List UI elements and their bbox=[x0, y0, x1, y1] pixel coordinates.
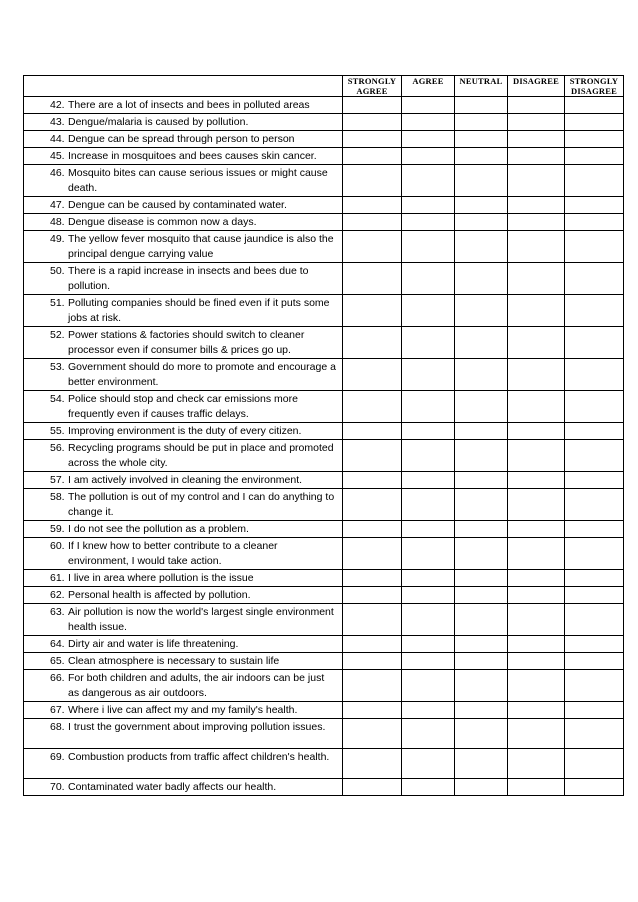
response-cell-strongly-agree[interactable] bbox=[343, 521, 402, 538]
response-cell-strongly-disagree[interactable] bbox=[565, 327, 624, 359]
question-text-cell bbox=[24, 327, 343, 359]
response-cell-neutral[interactable] bbox=[455, 670, 508, 702]
response-cell-agree[interactable] bbox=[402, 472, 455, 489]
response-cell-agree[interactable] bbox=[402, 538, 455, 570]
question-text-cell bbox=[24, 197, 343, 214]
question-number: 45. bbox=[50, 150, 65, 162]
question-number: 59. bbox=[50, 523, 65, 535]
question-number: 54. bbox=[50, 393, 65, 405]
response-cell-strongly-disagree[interactable] bbox=[565, 295, 624, 327]
question-text: Polluting companies should be fined even if it puts some jobs at risk. bbox=[68, 297, 330, 324]
response-cell-neutral[interactable] bbox=[455, 165, 508, 197]
question-row bbox=[24, 197, 624, 214]
response-cell-strongly-disagree[interactable] bbox=[565, 521, 624, 538]
question-text-cell bbox=[24, 131, 343, 148]
question-text: For both children and adults, the air indoors can be just as dangerous as air outdoors. bbox=[68, 672, 325, 699]
response-cell-agree[interactable] bbox=[402, 131, 455, 148]
response-cell-disagree[interactable] bbox=[508, 570, 565, 587]
response-cell-strongly-agree[interactable] bbox=[343, 636, 402, 653]
response-cell-strongly-agree[interactable] bbox=[343, 391, 402, 423]
question-number: 61. bbox=[50, 572, 65, 584]
response-cell-neutral[interactable] bbox=[455, 779, 508, 796]
question-text-cell bbox=[24, 295, 343, 327]
question-number: 64. bbox=[50, 638, 65, 650]
response-cell-disagree[interactable] bbox=[508, 489, 565, 521]
response-cell-agree[interactable] bbox=[402, 440, 455, 472]
survey-sheet bbox=[23, 75, 624, 796]
response-cell-agree[interactable] bbox=[402, 653, 455, 670]
question-text-cell bbox=[24, 538, 343, 570]
response-cell-disagree[interactable] bbox=[508, 97, 565, 114]
question-number: 43. bbox=[50, 116, 65, 128]
question-text-cell bbox=[24, 670, 343, 702]
response-cell-disagree[interactable] bbox=[508, 423, 565, 440]
header-row bbox=[24, 76, 624, 97]
question-rows bbox=[24, 97, 624, 796]
response-cell-agree[interactable] bbox=[402, 214, 455, 231]
response-cell-disagree[interactable] bbox=[508, 670, 565, 702]
response-cell-strongly-disagree[interactable] bbox=[565, 570, 624, 587]
response-cell-agree[interactable] bbox=[402, 489, 455, 521]
question-column-header bbox=[24, 76, 343, 97]
response-cell-neutral[interactable] bbox=[455, 489, 508, 521]
response-cell-neutral[interactable] bbox=[455, 570, 508, 587]
response-cell-agree[interactable] bbox=[402, 587, 455, 604]
question-text: Increase in mosquitoes and bees causes skin cancer. bbox=[68, 150, 317, 162]
question-text-cell bbox=[24, 440, 343, 472]
question-number: 49. bbox=[50, 233, 65, 245]
response-cell-strongly-agree[interactable] bbox=[343, 472, 402, 489]
question-text-cell bbox=[24, 423, 343, 440]
response-cell-strongly-agree[interactable] bbox=[343, 653, 402, 670]
response-cell-disagree[interactable] bbox=[508, 653, 565, 670]
response-cell-agree[interactable] bbox=[402, 114, 455, 131]
question-text-cell bbox=[24, 587, 343, 604]
response-cell-neutral[interactable] bbox=[455, 214, 508, 231]
response-cell-strongly-agree[interactable] bbox=[343, 263, 402, 295]
question-text: There is a rapid increase in insects and bees due to pollution. bbox=[68, 265, 309, 292]
question-text-cell bbox=[24, 749, 343, 779]
response-cell-agree[interactable] bbox=[402, 636, 455, 653]
question-number: 69. bbox=[50, 751, 65, 763]
question-text-cell bbox=[24, 263, 343, 295]
response-cell-disagree[interactable] bbox=[508, 472, 565, 489]
response-cell-disagree[interactable] bbox=[508, 604, 565, 636]
response-cell-strongly-agree[interactable] bbox=[343, 165, 402, 197]
question-row bbox=[24, 165, 624, 197]
response-cell-strongly-agree[interactable] bbox=[343, 214, 402, 231]
response-cell-strongly-agree[interactable] bbox=[343, 489, 402, 521]
response-cell-neutral[interactable] bbox=[455, 197, 508, 214]
question-number: 66. bbox=[50, 672, 65, 684]
response-cell-strongly-agree[interactable] bbox=[343, 587, 402, 604]
question-text: I do not see the pollution as a problem. bbox=[68, 523, 249, 535]
question-number: 62. bbox=[50, 589, 65, 601]
response-cell-disagree[interactable] bbox=[508, 391, 565, 423]
response-cell-strongly-agree[interactable] bbox=[343, 359, 402, 391]
response-cell-strongly-agree[interactable] bbox=[343, 231, 402, 263]
question-number: 56. bbox=[50, 442, 65, 454]
response-cell-strongly-disagree[interactable] bbox=[565, 440, 624, 472]
response-cell-disagree[interactable] bbox=[508, 779, 565, 796]
response-cell-strongly-agree[interactable] bbox=[343, 131, 402, 148]
question-row bbox=[24, 653, 624, 670]
question-text-cell bbox=[24, 214, 343, 231]
question-text: The yellow fever mosquito that cause jaundice is also the principal dengue carrying value bbox=[68, 233, 334, 260]
question-number: 53. bbox=[50, 361, 65, 373]
question-text-cell bbox=[24, 359, 343, 391]
response-cell-strongly-disagree[interactable] bbox=[565, 359, 624, 391]
response-cell-disagree[interactable] bbox=[508, 538, 565, 570]
response-cell-agree[interactable] bbox=[402, 719, 455, 749]
response-cell-strongly-disagree[interactable] bbox=[565, 165, 624, 197]
question-row bbox=[24, 587, 624, 604]
response-cell-agree[interactable] bbox=[402, 148, 455, 165]
response-cell-strongly-agree[interactable] bbox=[343, 327, 402, 359]
response-cell-neutral[interactable] bbox=[455, 131, 508, 148]
question-number: 44. bbox=[50, 133, 65, 145]
question-text: Mosquito bites can cause serious issues or might cause death. bbox=[68, 167, 328, 194]
response-cell-agree[interactable] bbox=[402, 702, 455, 719]
response-cell-strongly-agree[interactable] bbox=[343, 749, 402, 779]
response-cell-strongly-agree[interactable] bbox=[343, 197, 402, 214]
response-cell-agree[interactable] bbox=[402, 197, 455, 214]
question-text-cell bbox=[24, 148, 343, 165]
response-cell-disagree[interactable] bbox=[508, 231, 565, 263]
question-row bbox=[24, 295, 624, 327]
response-cell-strongly-disagree[interactable] bbox=[565, 719, 624, 749]
question-row bbox=[24, 472, 624, 489]
question-text-cell bbox=[24, 779, 343, 796]
response-cell-neutral[interactable] bbox=[455, 423, 508, 440]
response-cell-strongly-agree[interactable] bbox=[343, 779, 402, 796]
response-cell-agree[interactable] bbox=[402, 327, 455, 359]
question-text: Contaminated water badly affects our health. bbox=[68, 781, 277, 793]
question-text: Combustion products from traffic affect children's health. bbox=[68, 751, 330, 763]
question-number: 63. bbox=[50, 606, 65, 618]
question-row bbox=[24, 570, 624, 587]
question-text: There are a lot of insects and bees in polluted areas bbox=[68, 99, 310, 111]
header-strongly-disagree: STRONGLY DISAGREE bbox=[565, 76, 624, 97]
question-number: 70. bbox=[50, 781, 65, 793]
response-cell-agree[interactable] bbox=[402, 604, 455, 636]
response-cell-strongly-disagree[interactable] bbox=[565, 779, 624, 796]
response-cell-neutral[interactable] bbox=[455, 636, 508, 653]
response-cell-disagree[interactable] bbox=[508, 636, 565, 653]
question-text: Dirty air and water is life threatening. bbox=[68, 638, 239, 650]
response-cell-strongly-disagree[interactable] bbox=[565, 214, 624, 231]
question-row bbox=[24, 423, 624, 440]
response-cell-agree[interactable] bbox=[402, 231, 455, 263]
response-cell-neutral[interactable] bbox=[455, 538, 508, 570]
response-cell-strongly-disagree[interactable] bbox=[565, 391, 624, 423]
response-cell-agree[interactable] bbox=[402, 263, 455, 295]
response-cell-disagree[interactable] bbox=[508, 702, 565, 719]
response-cell-disagree[interactable] bbox=[508, 214, 565, 231]
response-cell-agree[interactable] bbox=[402, 359, 455, 391]
response-cell-agree[interactable] bbox=[402, 391, 455, 423]
response-cell-strongly-agree[interactable] bbox=[343, 538, 402, 570]
response-cell-neutral[interactable] bbox=[455, 327, 508, 359]
question-row bbox=[24, 670, 624, 702]
response-cell-neutral[interactable] bbox=[455, 263, 508, 295]
response-cell-neutral[interactable] bbox=[455, 587, 508, 604]
response-cell-disagree[interactable] bbox=[508, 263, 565, 295]
question-row bbox=[24, 749, 624, 779]
question-row bbox=[24, 719, 624, 749]
response-cell-disagree[interactable] bbox=[508, 440, 565, 472]
question-row bbox=[24, 131, 624, 148]
header-agree: AGREE bbox=[402, 76, 455, 97]
question-text: Improving environment is the duty of every citizen. bbox=[68, 425, 302, 437]
response-cell-neutral[interactable] bbox=[455, 749, 508, 779]
response-cell-strongly-disagree[interactable] bbox=[565, 604, 624, 636]
question-number: 50. bbox=[50, 265, 65, 277]
question-number: 60. bbox=[50, 540, 65, 552]
response-cell-neutral[interactable] bbox=[455, 391, 508, 423]
question-text-cell bbox=[24, 702, 343, 719]
response-cell-strongly-disagree[interactable] bbox=[565, 97, 624, 114]
question-text: Clean atmosphere is necessary to sustain life bbox=[68, 655, 280, 667]
response-cell-neutral[interactable] bbox=[455, 114, 508, 131]
question-text: Personal health is affected by pollution. bbox=[68, 589, 251, 601]
question-text: Recycling programs should be put in place and promoted across the whole city. bbox=[68, 442, 334, 469]
response-cell-strongly-agree[interactable] bbox=[343, 148, 402, 165]
question-text-cell bbox=[24, 719, 343, 749]
question-row bbox=[24, 391, 624, 423]
response-cell-strongly-disagree[interactable] bbox=[565, 702, 624, 719]
response-cell-neutral[interactable] bbox=[455, 702, 508, 719]
response-cell-strongly-agree[interactable] bbox=[343, 440, 402, 472]
response-cell-disagree[interactable] bbox=[508, 521, 565, 538]
response-cell-strongly-disagree[interactable] bbox=[565, 538, 624, 570]
response-cell-neutral[interactable] bbox=[455, 359, 508, 391]
response-cell-strongly-agree[interactable] bbox=[343, 97, 402, 114]
question-text: Dengue/malaria is caused by pollution. bbox=[68, 116, 249, 128]
response-cell-strongly-disagree[interactable] bbox=[565, 472, 624, 489]
question-row bbox=[24, 521, 624, 538]
response-cell-neutral[interactable] bbox=[455, 440, 508, 472]
response-cell-strongly-disagree[interactable] bbox=[565, 636, 624, 653]
question-number: 65. bbox=[50, 655, 65, 667]
question-text-cell bbox=[24, 231, 343, 263]
question-text-cell bbox=[24, 489, 343, 521]
response-cell-neutral[interactable] bbox=[455, 97, 508, 114]
question-number: 42. bbox=[50, 99, 65, 111]
question-text: I trust the government about improving pollution issues. bbox=[68, 721, 326, 733]
response-cell-disagree[interactable] bbox=[508, 295, 565, 327]
question-text: Where i live can affect my and my family's health. bbox=[68, 704, 298, 716]
response-cell-disagree[interactable] bbox=[508, 165, 565, 197]
question-number: 52. bbox=[50, 329, 65, 341]
response-cell-agree[interactable] bbox=[402, 779, 455, 796]
response-cell-neutral[interactable] bbox=[455, 719, 508, 749]
question-row bbox=[24, 97, 624, 114]
question-number: 58. bbox=[50, 491, 65, 503]
question-text-cell bbox=[24, 521, 343, 538]
question-number: 47. bbox=[50, 199, 65, 211]
response-cell-strongly-disagree[interactable] bbox=[565, 587, 624, 604]
response-cell-strongly-agree[interactable] bbox=[343, 719, 402, 749]
question-row bbox=[24, 214, 624, 231]
question-row bbox=[24, 327, 624, 359]
question-text-cell bbox=[24, 97, 343, 114]
question-row bbox=[24, 538, 624, 570]
question-text: Dengue can be caused by contaminated water. bbox=[68, 199, 287, 211]
question-row bbox=[24, 148, 624, 165]
response-cell-neutral[interactable] bbox=[455, 148, 508, 165]
question-row bbox=[24, 489, 624, 521]
question-text-cell bbox=[24, 472, 343, 489]
response-cell-agree[interactable] bbox=[402, 165, 455, 197]
question-row bbox=[24, 359, 624, 391]
response-cell-agree[interactable] bbox=[402, 670, 455, 702]
question-text: Government should do more to promote and encourage a better environment. bbox=[68, 361, 336, 388]
header-neutral: NEUTRAL bbox=[455, 76, 508, 97]
question-text-cell bbox=[24, 165, 343, 197]
question-text: Dengue disease is common now a days. bbox=[68, 216, 257, 228]
response-cell-strongly-disagree[interactable] bbox=[565, 653, 624, 670]
question-row bbox=[24, 636, 624, 653]
response-cell-strongly-agree[interactable] bbox=[343, 702, 402, 719]
response-cell-neutral[interactable] bbox=[455, 521, 508, 538]
question-text: If I knew how to better contribute to a cleaner environment, I would take action. bbox=[68, 540, 278, 567]
question-text: Air pollution is now the world's largest single environment health issue. bbox=[68, 606, 334, 633]
question-number: 68. bbox=[50, 721, 65, 733]
question-row bbox=[24, 440, 624, 472]
question-text-cell bbox=[24, 636, 343, 653]
question-text: I am actively involved in cleaning the environment. bbox=[68, 474, 303, 486]
response-cell-disagree[interactable] bbox=[508, 359, 565, 391]
question-number: 67. bbox=[50, 704, 65, 716]
question-row bbox=[24, 231, 624, 263]
response-cell-agree[interactable] bbox=[402, 749, 455, 779]
response-cell-strongly-disagree[interactable] bbox=[565, 489, 624, 521]
response-cell-agree[interactable] bbox=[402, 570, 455, 587]
response-cell-disagree[interactable] bbox=[508, 587, 565, 604]
response-cell-strongly-agree[interactable] bbox=[343, 570, 402, 587]
response-cell-agree[interactable] bbox=[402, 423, 455, 440]
response-cell-strongly-agree[interactable] bbox=[343, 604, 402, 636]
question-text-cell bbox=[24, 114, 343, 131]
question-row bbox=[24, 779, 624, 796]
response-cell-neutral[interactable] bbox=[455, 295, 508, 327]
response-cell-strongly-disagree[interactable] bbox=[565, 114, 624, 131]
question-text-cell bbox=[24, 653, 343, 670]
question-text-cell bbox=[24, 604, 343, 636]
response-cell-strongly-agree[interactable] bbox=[343, 295, 402, 327]
question-row bbox=[24, 702, 624, 719]
header-disagree: DISAGREE bbox=[508, 76, 565, 97]
question-text: The pollution is out of my control and I can do anything to change it. bbox=[68, 491, 335, 518]
response-cell-strongly-agree[interactable] bbox=[343, 670, 402, 702]
response-cell-strongly-disagree[interactable] bbox=[565, 670, 624, 702]
response-cell-disagree[interactable] bbox=[508, 148, 565, 165]
response-cell-disagree[interactable] bbox=[508, 719, 565, 749]
response-cell-strongly-disagree[interactable] bbox=[565, 197, 624, 214]
question-number: 55. bbox=[50, 425, 65, 437]
response-cell-strongly-agree[interactable] bbox=[343, 423, 402, 440]
question-text: Police should stop and check car emissions more frequently even if causes traffic delays. bbox=[68, 393, 298, 420]
likert-table bbox=[23, 75, 624, 796]
response-cell-strongly-disagree[interactable] bbox=[565, 131, 624, 148]
question-number: 48. bbox=[50, 216, 65, 228]
question-number: 57. bbox=[50, 474, 65, 486]
response-cell-agree[interactable] bbox=[402, 521, 455, 538]
response-cell-disagree[interactable] bbox=[508, 749, 565, 779]
response-cell-neutral[interactable] bbox=[455, 653, 508, 670]
response-cell-disagree[interactable] bbox=[508, 131, 565, 148]
question-text-cell bbox=[24, 570, 343, 587]
response-cell-disagree[interactable] bbox=[508, 327, 565, 359]
response-cell-strongly-disagree[interactable] bbox=[565, 231, 624, 263]
question-number: 46. bbox=[50, 167, 65, 179]
question-row bbox=[24, 263, 624, 295]
response-cell-strongly-disagree[interactable] bbox=[565, 423, 624, 440]
response-cell-strongly-agree[interactable] bbox=[343, 114, 402, 131]
question-row bbox=[24, 114, 624, 131]
response-cell-disagree[interactable] bbox=[508, 197, 565, 214]
header-strongly-agree: STRONGLY AGREE bbox=[343, 76, 402, 97]
response-cell-strongly-disagree[interactable] bbox=[565, 148, 624, 165]
response-cell-neutral[interactable] bbox=[455, 231, 508, 263]
question-row bbox=[24, 604, 624, 636]
response-cell-agree[interactable] bbox=[402, 295, 455, 327]
response-cell-neutral[interactable] bbox=[455, 604, 508, 636]
question-text-cell bbox=[24, 391, 343, 423]
response-cell-strongly-disagree[interactable] bbox=[565, 749, 624, 779]
response-cell-neutral[interactable] bbox=[455, 472, 508, 489]
question-text: I live in area where pollution is the issue bbox=[68, 572, 254, 584]
question-number: 51. bbox=[50, 297, 65, 309]
response-cell-agree[interactable] bbox=[402, 97, 455, 114]
response-cell-strongly-disagree[interactable] bbox=[565, 263, 624, 295]
question-text: Dengue can be spread through person to person bbox=[68, 133, 295, 145]
response-cell-disagree[interactable] bbox=[508, 114, 565, 131]
question-text: Power stations & factories should switch to cleaner processor even if consumer bills & prices go up. bbox=[68, 329, 305, 356]
